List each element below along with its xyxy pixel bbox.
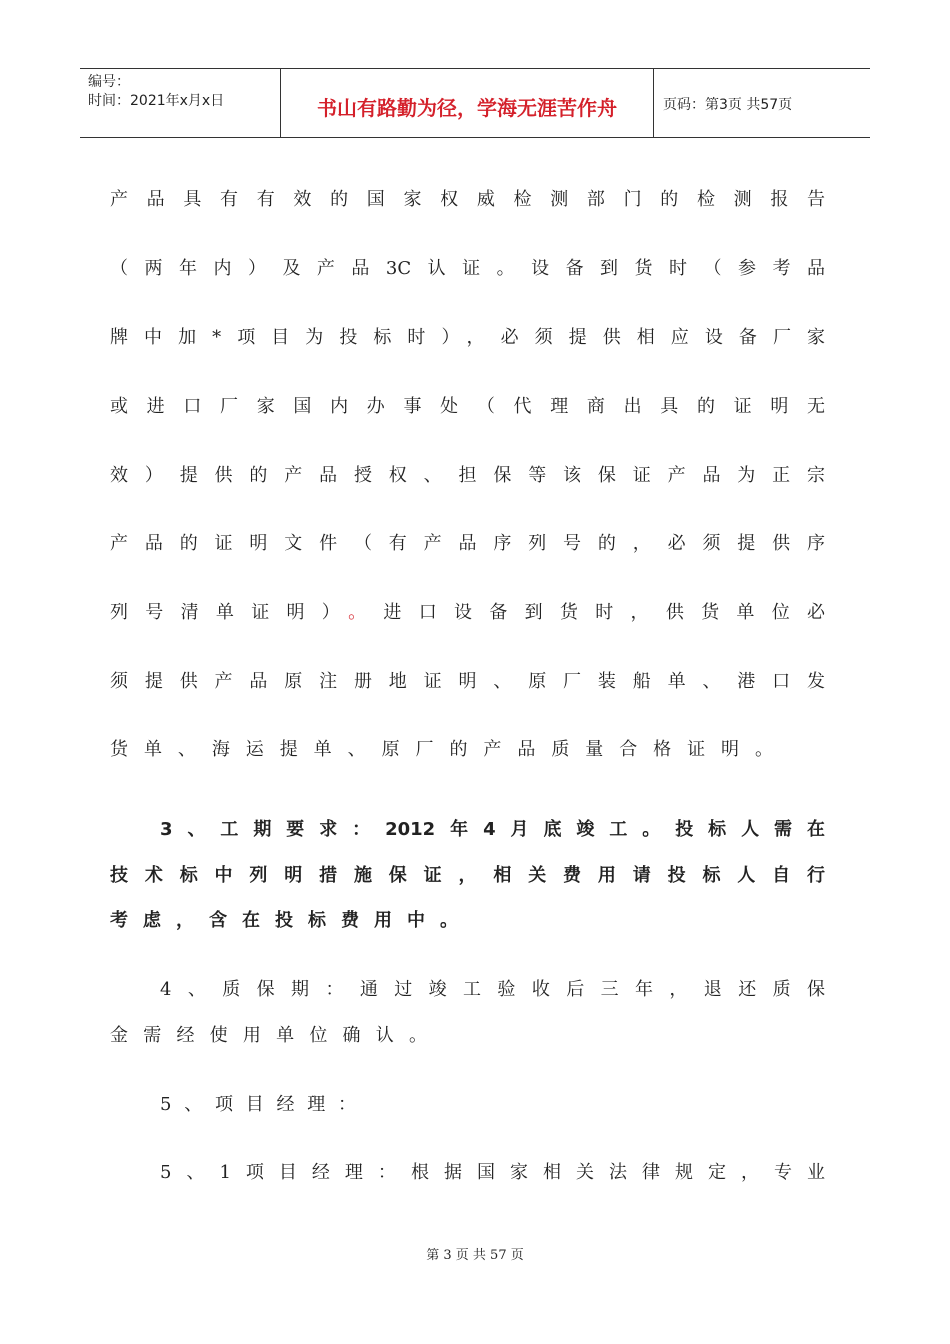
section-5-heading: 5、项目经理： xyxy=(160,1094,356,1115)
section-5-1-line: 5、1项目经理：根据国家相关法律规定，专业 xyxy=(160,1162,825,1183)
section-3-line: 3、工期要求：2012年4月底竣工。投标人需在 xyxy=(160,819,825,840)
header-motto: 书山有路勤为径，学海无涯苦作舟 xyxy=(317,96,617,120)
section-4-line: 金需经使用单位确认。 xyxy=(110,1025,427,1046)
body-line: 产品的证明文件（有产品序列号的，必须提供序 xyxy=(110,533,825,554)
body-line: 牌中加*项目为投标时），必须提供相应设备厂家 xyxy=(110,327,825,348)
document-number-label: 编号： xyxy=(88,74,130,90)
page-footer: 第 3 页 共 57 页 xyxy=(426,1248,524,1263)
header-page-cell xyxy=(654,69,870,137)
body-line-part: 列号清单证明） xyxy=(110,602,349,623)
page-header xyxy=(80,68,870,138)
header-page-number: 页码：第3页 共57页 xyxy=(663,97,793,113)
document-time-label: 时间：2021年x月x日 xyxy=(88,93,225,109)
section-3-line: 技术标中列明措施保证，相关费用请投标人自行 xyxy=(110,865,825,886)
body-line: 或进口厂家国内办事处（代理商出具的证明无 xyxy=(110,396,825,417)
body-line: （两年内）及产品3C认证。设备到货时（参考品 xyxy=(110,258,825,279)
section-4-line: 4、质保期：通过竣工验收后三年，退还质保 xyxy=(160,979,825,1000)
body-line-part: 进口设备到货时，供货单位必 xyxy=(383,602,826,623)
body-line: 产品具有有效的国家权威检测部门的检测报告 xyxy=(110,189,825,210)
header-meta-cell xyxy=(80,69,281,137)
section-3-line: 考虑，含在投标费用中。 xyxy=(110,910,458,931)
header-motto-cell xyxy=(281,69,654,137)
body-line: 效）提供的产品授权、担保等该保证产品为正宗 xyxy=(110,465,825,486)
body-line xyxy=(110,601,825,625)
red-period-mark: 。 xyxy=(348,602,384,623)
body-line: 货单、海运提单、原厂的产品质量合格证明。 xyxy=(110,739,773,760)
body-line: 须提供产品原注册地证明、原厂装船单、港口发 xyxy=(110,671,825,692)
